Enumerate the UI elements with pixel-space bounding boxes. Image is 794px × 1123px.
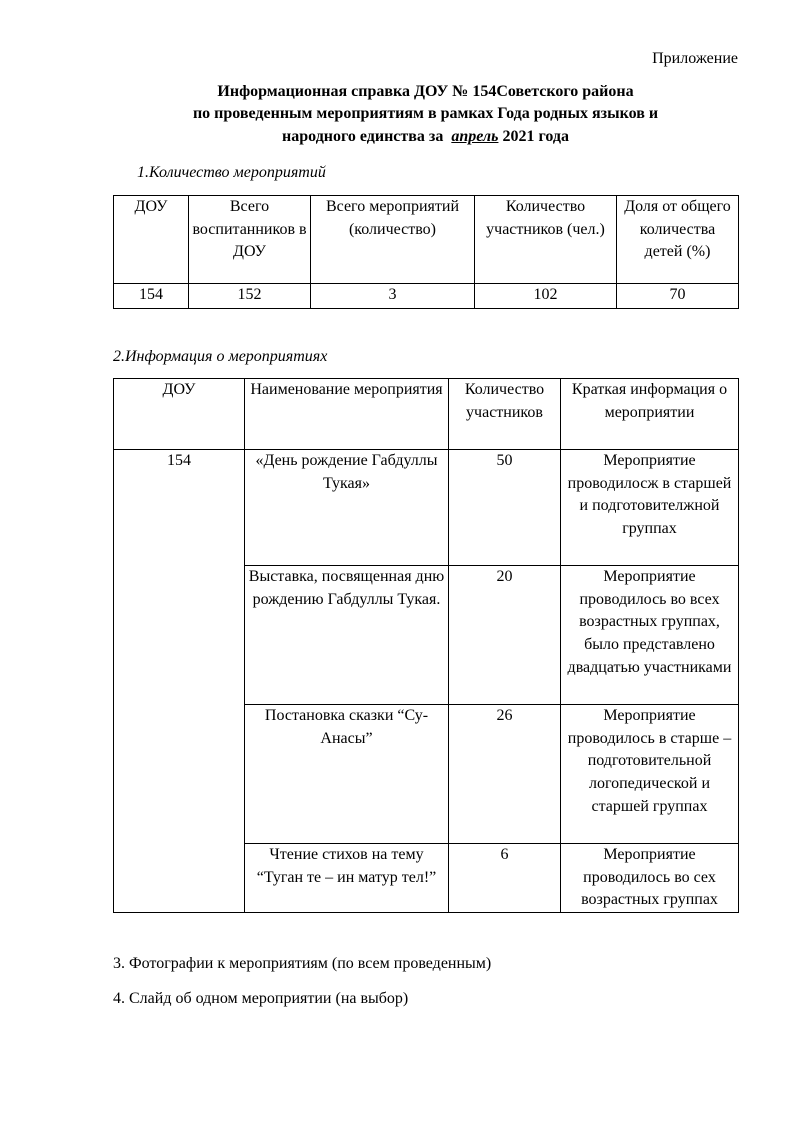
event-info: Мероприятие проводилось в старше – подготовительной логопедической и старшей группах xyxy=(561,705,739,844)
event-participants: 50 xyxy=(449,450,561,566)
table-cell: 70 xyxy=(617,284,739,309)
section1-heading: 1.Количество мероприятий xyxy=(137,164,326,181)
column-header: ДОУ xyxy=(114,379,245,450)
event-info: Мероприятие проводилосж в старшей и подготовителжной группах xyxy=(561,450,739,566)
table-header-row xyxy=(114,379,739,450)
event-participants: 20 xyxy=(449,566,561,705)
table-row xyxy=(114,284,739,309)
events-info-table xyxy=(113,378,739,913)
table-row xyxy=(114,450,739,566)
title-month: апрель xyxy=(451,127,499,145)
column-header: Количество участников xyxy=(449,379,561,450)
dou-cell: 154 xyxy=(114,450,245,913)
title-line-3 xyxy=(113,126,738,148)
table-cell: 154 xyxy=(114,284,189,309)
column-header: Количество участников (чел.) xyxy=(475,196,617,284)
table-header-row xyxy=(114,196,739,284)
events-count-table xyxy=(113,195,739,309)
title-line-1: Информационная справка ДОУ № 154Советского района xyxy=(217,83,634,100)
event-name: «День рождение Габдуллы Тукая» xyxy=(245,450,449,566)
column-header: Доля от общего количества детей (%) xyxy=(617,196,739,284)
appendix-label: Приложение xyxy=(652,50,738,67)
footer-item-slide: 4. Слайд об одном мероприятии (на выбор) xyxy=(113,990,409,1007)
event-info: Мероприятие проводилось во сех возрастных группах xyxy=(561,844,739,913)
title-line-3-prefix: народного единства за xyxy=(282,127,452,145)
table-cell: 152 xyxy=(189,284,311,309)
title-line-3-suffix: 2021 года xyxy=(498,127,569,145)
column-header: ДОУ xyxy=(114,196,189,284)
table-cell: 102 xyxy=(475,284,617,309)
event-name: Выставка, посвященная дню рождению Габдуллы Тукая. xyxy=(245,566,449,705)
column-header: Наименование мероприятия xyxy=(245,379,449,450)
section2-heading: 2.Информация о мероприятиях xyxy=(113,348,328,365)
title-line-2: по проведенным мероприятиям в рамках Года родных языков и xyxy=(192,105,659,123)
event-name: Чтение стихов на тему “Туган те – ин матур тел!” xyxy=(245,844,449,913)
event-participants: 6 xyxy=(449,844,561,913)
document-title xyxy=(113,81,738,148)
event-name: Постановка сказки “Су-Анасы” xyxy=(245,705,449,844)
event-participants: 26 xyxy=(449,705,561,844)
table-cell: 3 xyxy=(311,284,475,309)
footer-item-photos: 3. Фотографии к мероприятиям (по всем проведенным) xyxy=(113,955,492,972)
column-header: Краткая информация о мероприятии xyxy=(561,379,739,450)
event-info: Мероприятие проводилось во всех возрастных группах, было представлено двадцатью участниками xyxy=(561,566,739,705)
column-header: Всего воспитанников в ДОУ xyxy=(189,196,311,284)
column-header: Всего мероприятий (количество) xyxy=(311,196,475,284)
